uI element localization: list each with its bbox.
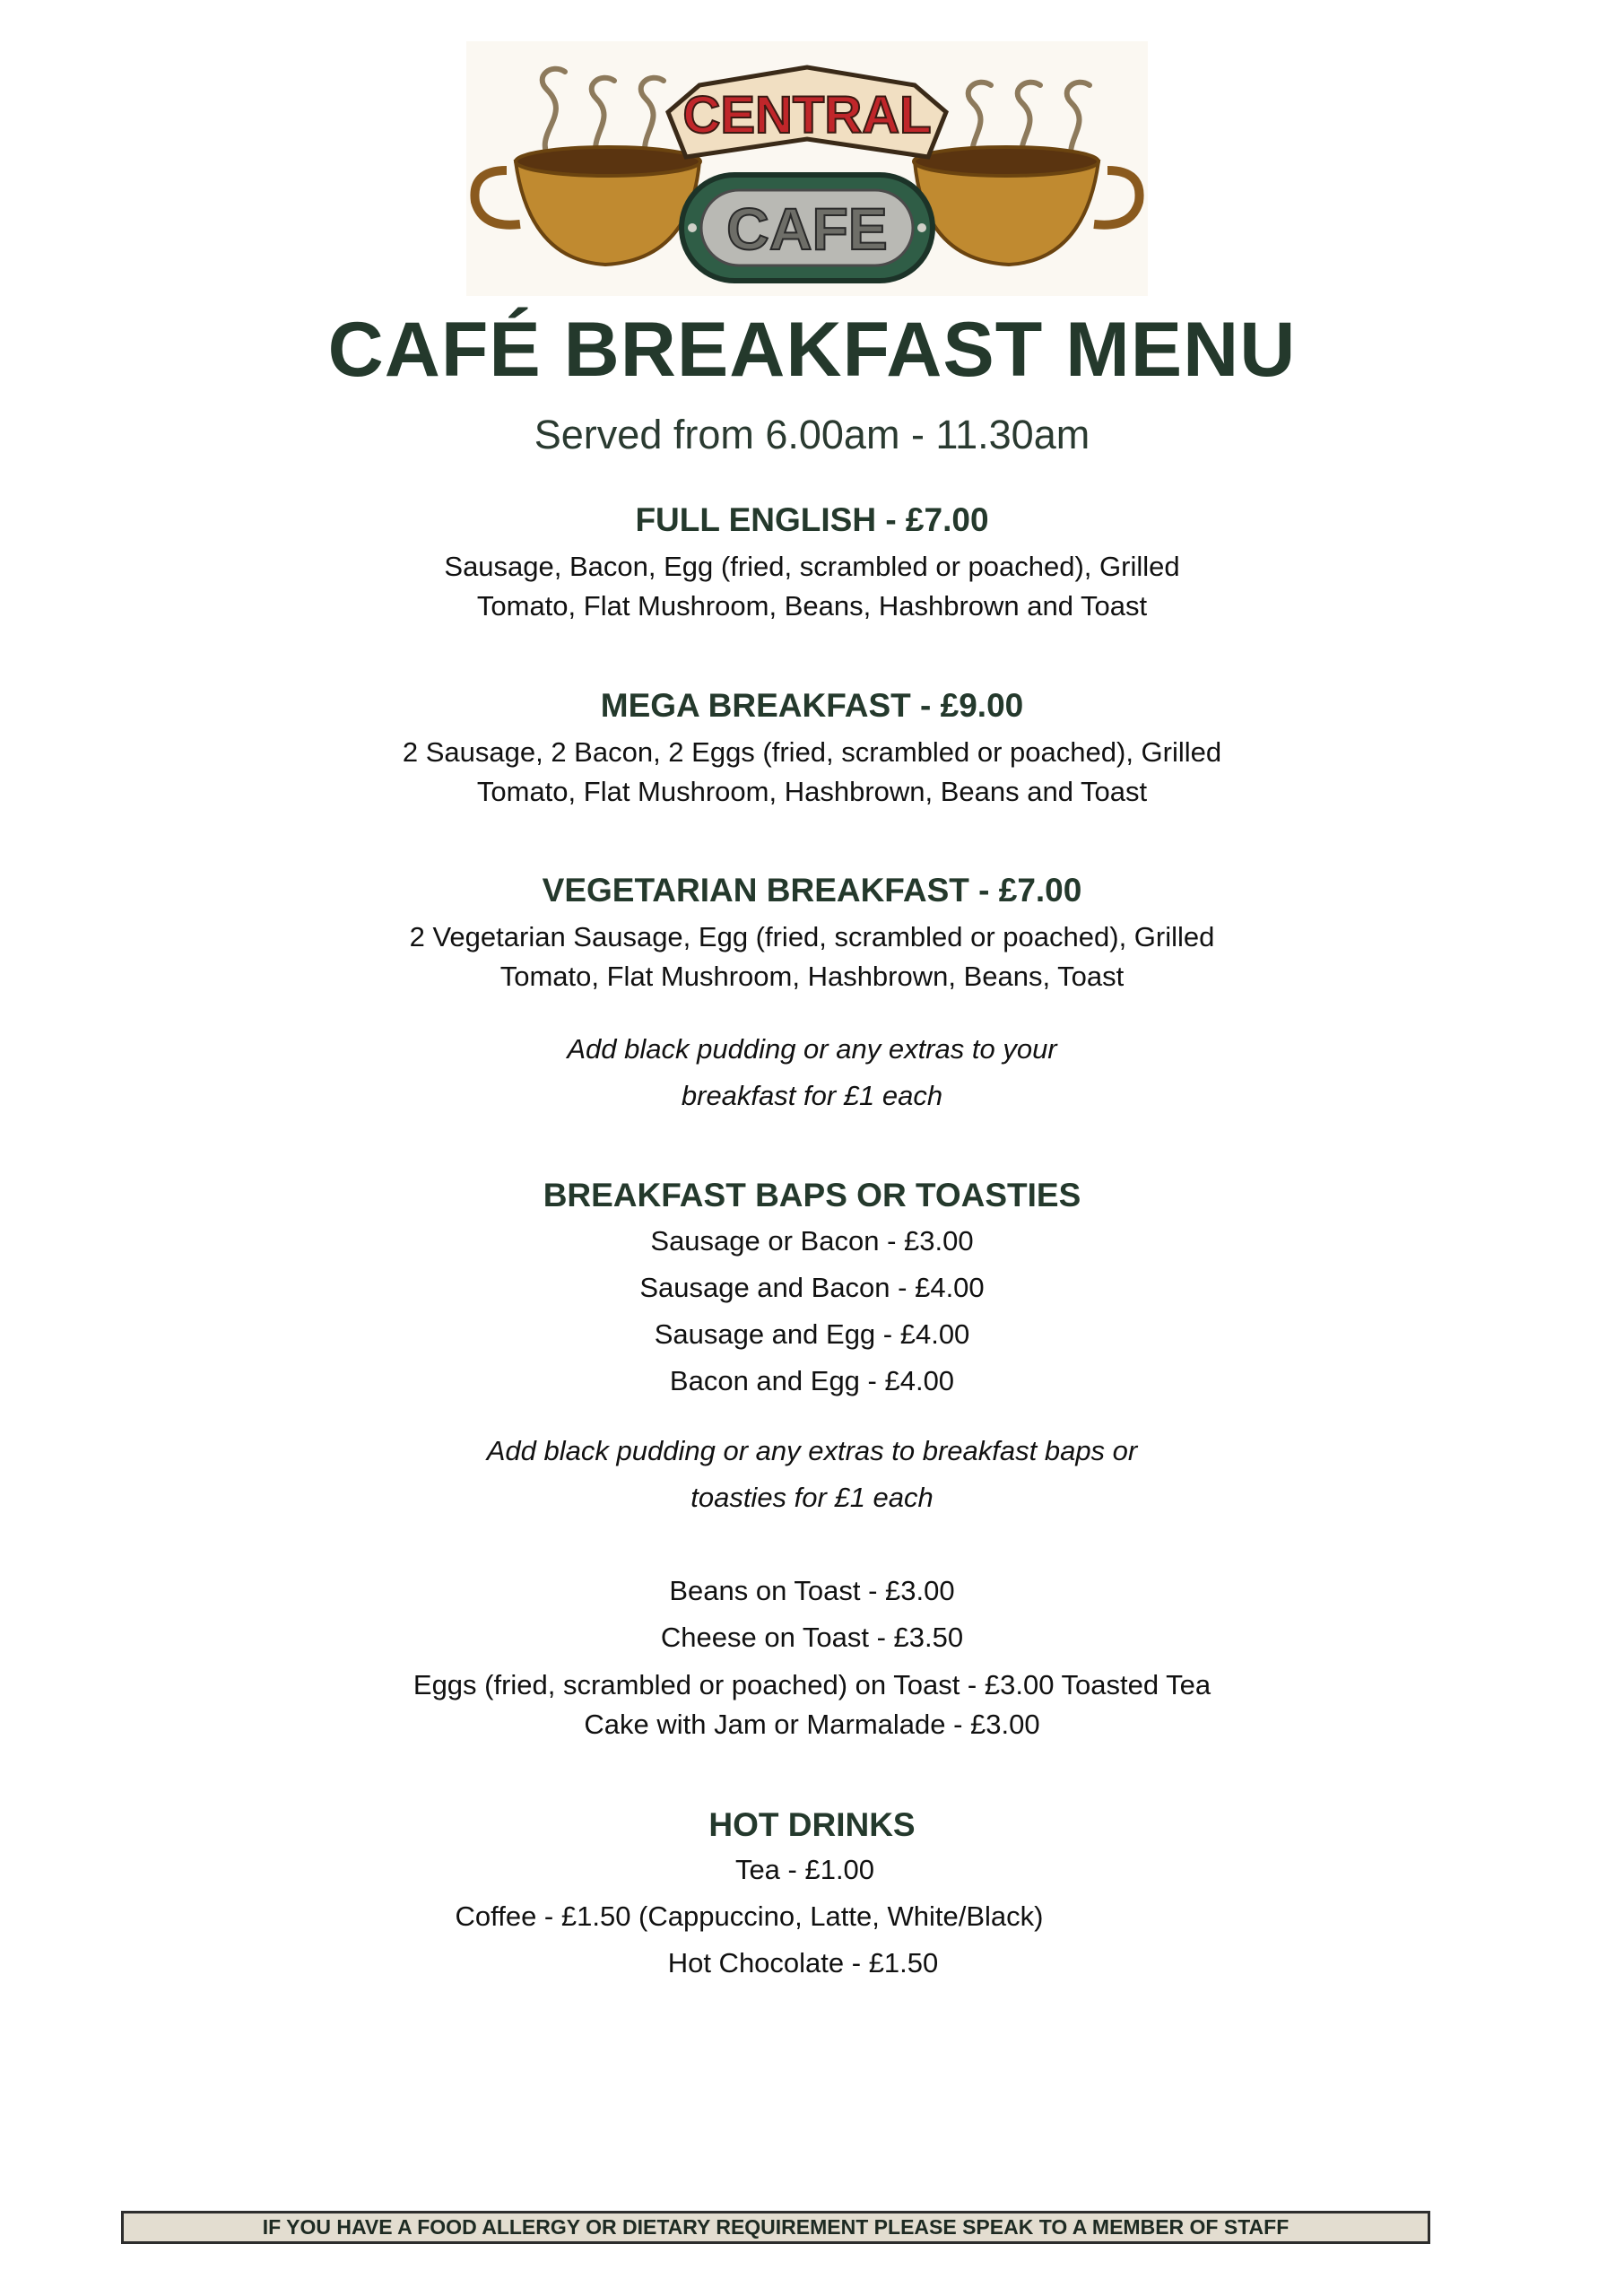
full-english-desc-line1: Sausage, Bacon, Egg (fried, scrambled or poached), Grilled xyxy=(444,551,1180,582)
full-english-desc-line2: Tomato, Flat Mushroom, Beans, Hashbrown and Toast xyxy=(476,590,1148,622)
full-english-heading: FULL ENGLISH - £7.00 xyxy=(635,501,989,538)
toast-item: Beans on Toast - £3.00 xyxy=(669,1575,955,1606)
allergy-notice: IF YOU HAVE A FOOD ALLERGY OR DIETARY REQUIREMENT PLEASE SPEAK TO A MEMBER OF STAFF xyxy=(121,2211,1430,2244)
vegetarian-desc-line1: 2 Vegetarian Sausage, Egg (fried, scrambled or poached), Grilled xyxy=(409,921,1215,952)
bap-item: Bacon and Egg - £4.00 xyxy=(669,1365,955,1396)
menu-title: CAFÉ BREAKFAST MENU xyxy=(327,307,1297,393)
serving-hours: Served from 6.00am - 11.30am xyxy=(534,412,1090,457)
bap-item: Sausage and Egg - £4.00 xyxy=(654,1318,970,1350)
vegetarian-desc-line2: Tomato, Flat Mushroom, Hashbrown, Beans, Toast xyxy=(499,961,1125,992)
mega-breakfast-heading: MEGA BREAKFAST - £9.00 xyxy=(600,687,1024,724)
mega-desc-line2: Tomato, Flat Mushroom, Hashbrown, Beans and Toast xyxy=(476,776,1148,807)
eggs-toast-line2: Cake with Jam or Marmalade - £3.00 xyxy=(584,1709,1040,1740)
bap-item: Sausage and Bacon - £4.00 xyxy=(639,1272,985,1303)
vegetarian-heading: VEGETARIAN BREAKFAST - £7.00 xyxy=(542,872,1082,909)
logo-text-central: CENTRAL xyxy=(682,86,932,144)
toast-item: Cheese on Toast - £3.50 xyxy=(660,1622,964,1653)
bap-item: Sausage or Bacon - £3.00 xyxy=(650,1225,974,1257)
extras-note-line1: Add black pudding or any extras to your xyxy=(567,1033,1057,1065)
logo-text-cafe: CAFE xyxy=(726,196,888,262)
hot-drinks-heading: HOT DRINKS xyxy=(708,1806,916,1843)
baps-note-line1: Add black pudding or any extras to breakfast baps or xyxy=(486,1435,1138,1466)
mega-desc-line1: 2 Sausage, 2 Bacon, 2 Eggs (fried, scrambled or poached), Grilled xyxy=(402,736,1222,768)
drink-coffee: Coffee - £1.50 (Cappuccino, Latte, White/Black) xyxy=(455,1900,1044,1932)
drink-hot-chocolate: Hot Chocolate - £1.50 xyxy=(667,1947,939,1979)
eggs-toast-line1: Eggs (fried, scrambled or poached) on Toast - £3.00 Toasted Tea xyxy=(413,1669,1211,1700)
baps-note-line2: toasties for £1 each xyxy=(690,1482,934,1513)
drink-tea: Tea - £1.00 xyxy=(734,1854,875,1885)
extras-note-line2: breakfast for £1 each xyxy=(681,1080,943,1111)
baps-heading: BREAKFAST BAPS OR TOASTIES xyxy=(543,1177,1081,1213)
central-cafe-logo xyxy=(466,36,1148,296)
